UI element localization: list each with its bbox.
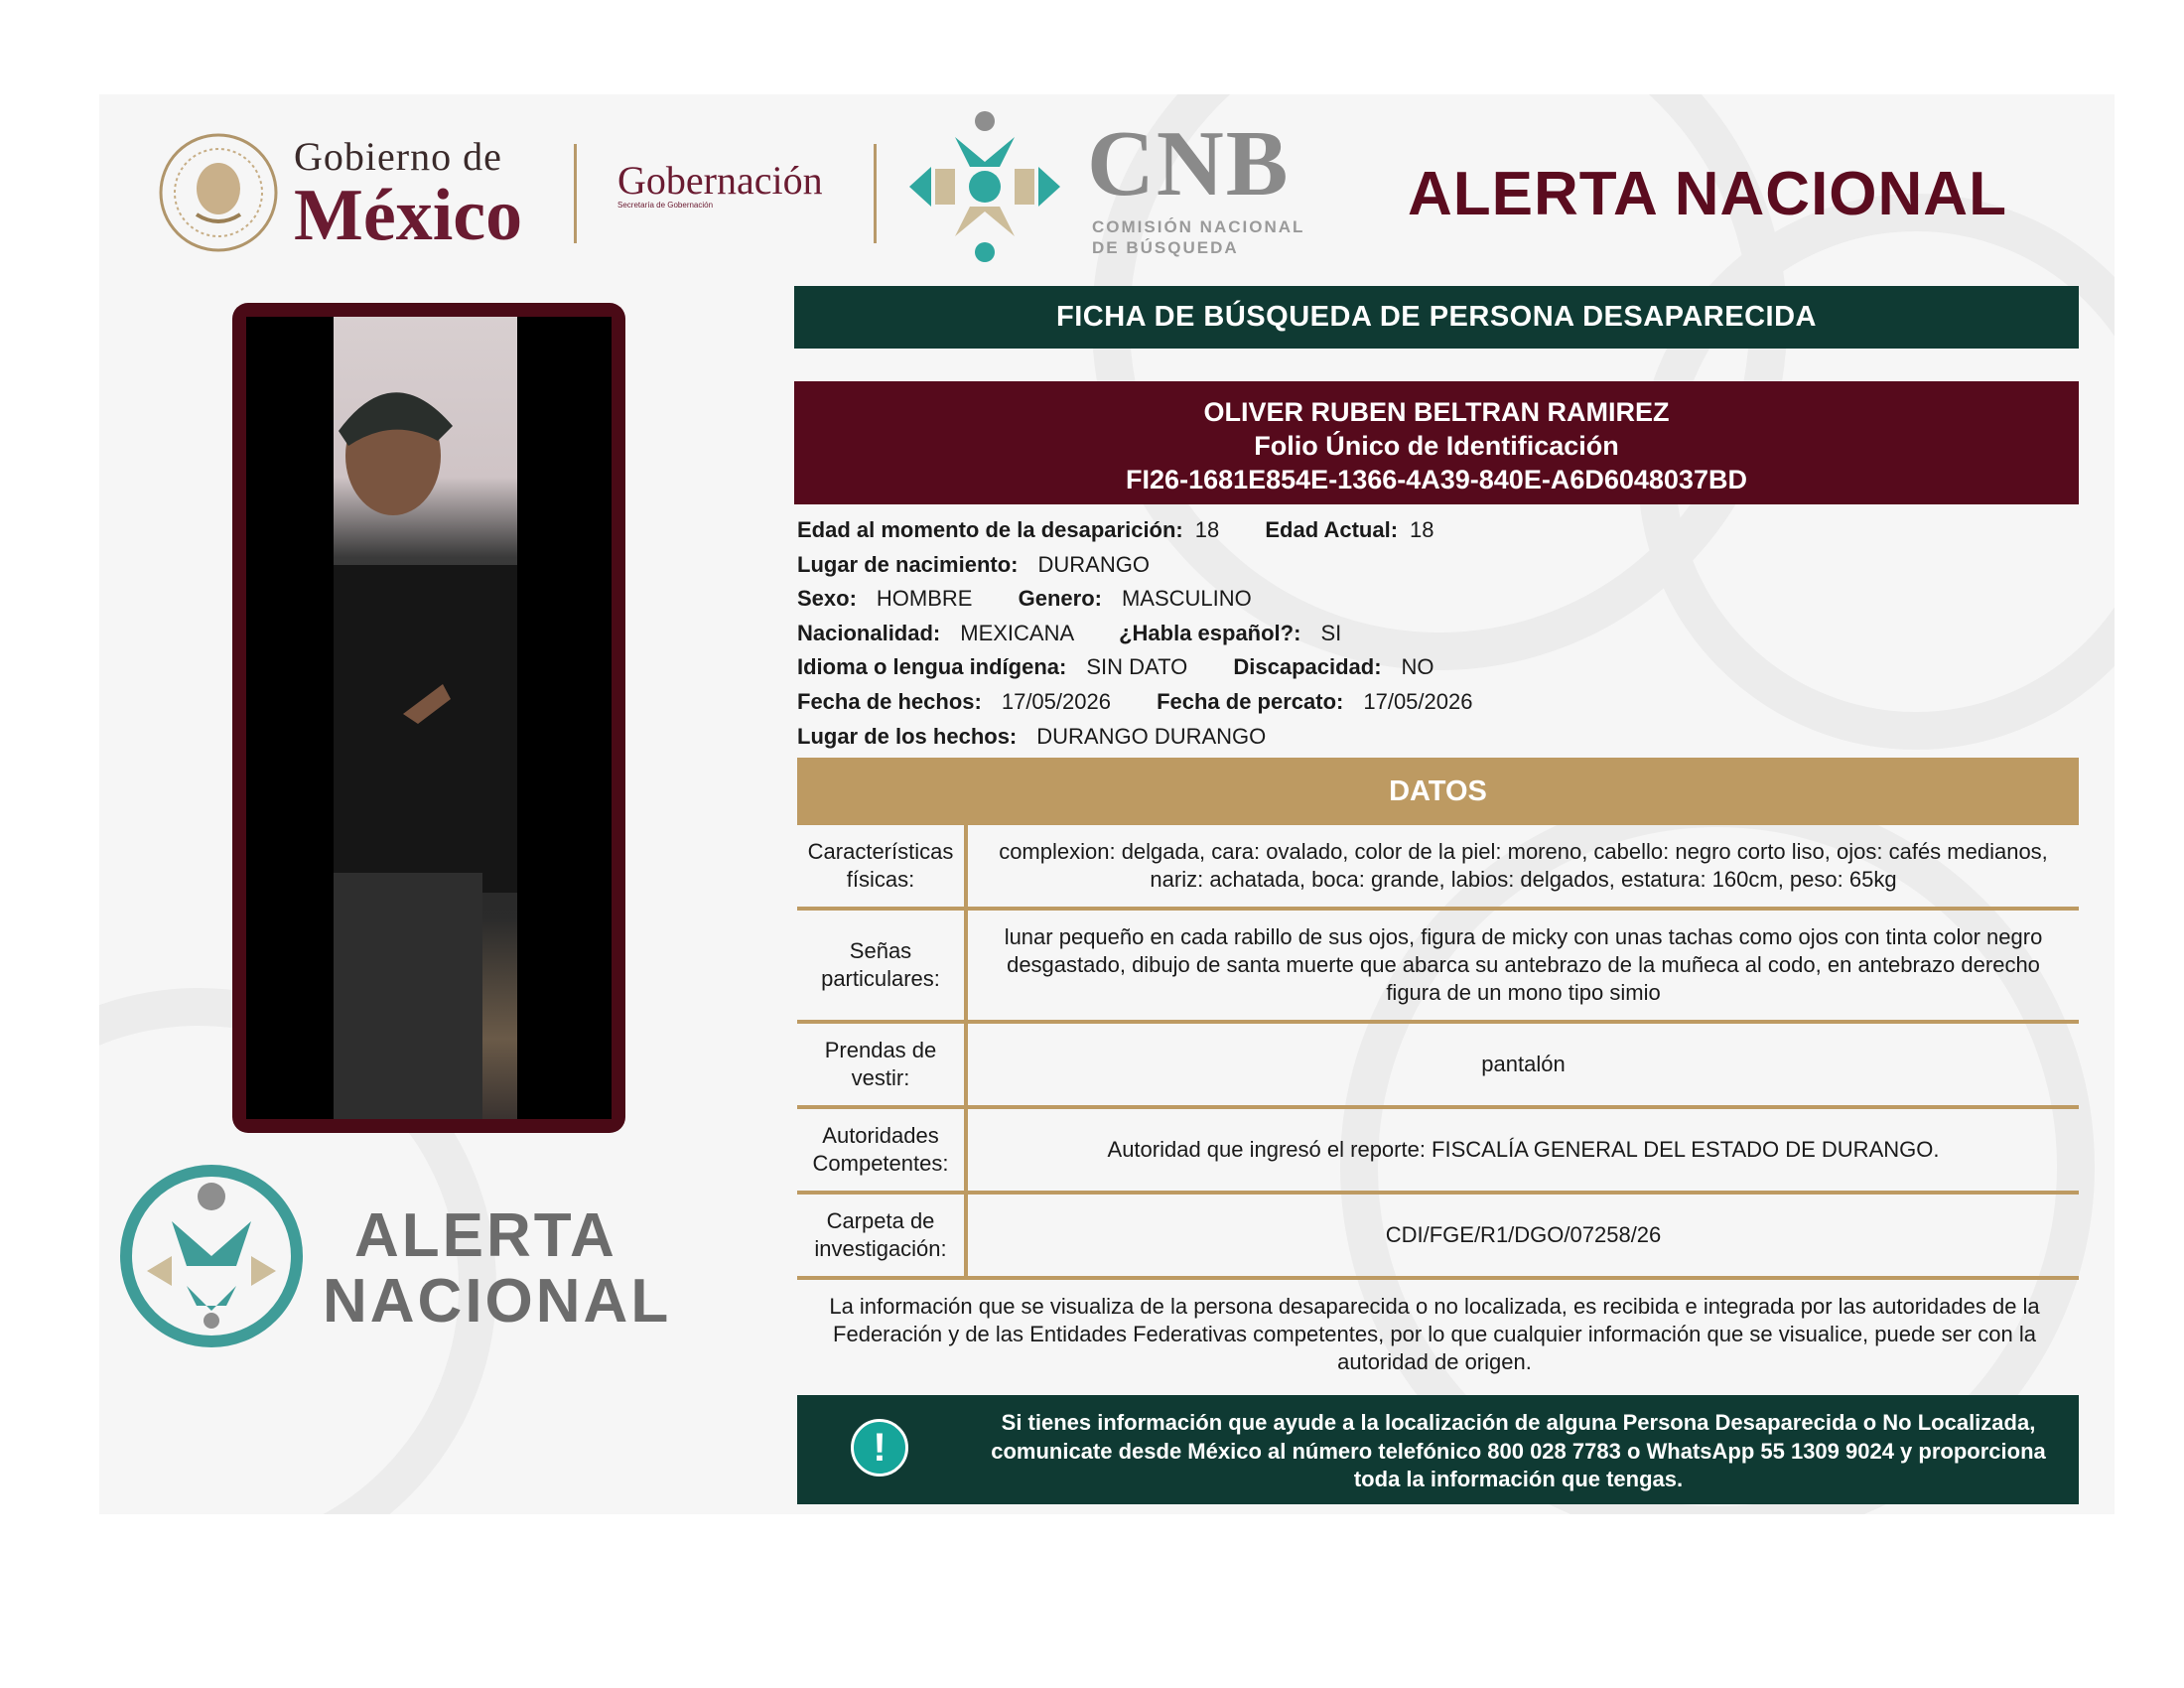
carpeta-value: CDI/FGE/R1/DGO/07258/26	[1385, 1222, 1662, 1247]
nacionalidad-value: MEXICANA	[960, 620, 1073, 645]
photo-background	[246, 317, 612, 1119]
ficha-title: FICHA DE BÚSQUEDA DE PERSONA DESAPARECIDA	[794, 286, 2079, 349]
lugar-nacimiento-value: DURANGO	[1037, 551, 1150, 577]
edad-actual-value: 18	[1410, 517, 1434, 542]
info-row	[797, 720, 1472, 755]
prendas-value: pantalón	[1481, 1052, 1566, 1076]
prendas-label: Prendas de vestir:	[797, 1024, 968, 1105]
info-row	[797, 513, 1472, 548]
alert-title: ALERTA NACIONAL	[1408, 160, 2007, 228]
idioma-value: SIN DATO	[1086, 654, 1188, 680]
gobernacion-logo: Gobernación	[617, 158, 823, 203]
missing-person-photo	[334, 317, 517, 1119]
genero-value: MASCULINO	[1121, 586, 1252, 612]
edad-actual-label: Edad Actual:	[1265, 517, 1399, 542]
senas-value: lunar pequeño en cada rabillo de sus ojos, figura de micky con unas tachas como ojos con tinta color negro desgastado, dibujo de santa muerte que abarca su antebrazo de la muñeca al codo, en antebrazo derecho figura de un mono tipo simio	[1004, 924, 2043, 1005]
person-info	[797, 513, 1472, 754]
datos-header: DATOS	[797, 758, 2079, 825]
info-row	[797, 685, 1472, 720]
gobierno-line1: Gobierno de	[294, 134, 502, 179]
info-row	[797, 582, 1472, 617]
table-row	[797, 911, 2079, 1024]
autoridades-label: Autoridades Competentes:	[797, 1109, 968, 1191]
cnb-logo-icon	[905, 107, 1064, 266]
person-name-box	[794, 381, 2079, 504]
gobierno-de-mexico-logo	[294, 134, 523, 256]
cnb-wordmark: CNB	[1087, 112, 1291, 215]
fecha-percato-label: Fecha de percato:	[1157, 688, 1344, 714]
datos-table	[797, 825, 2079, 1280]
fecha-percato-value: 17/05/2026	[1363, 688, 1473, 714]
habla-espanol-label: ¿Habla español?:	[1119, 620, 1301, 645]
senas-label: Señas particulares:	[797, 911, 968, 1020]
habla-espanol-value: SI	[1320, 620, 1342, 645]
edad-desaparicion-label: Edad al momento de la desaparición:	[797, 517, 1183, 542]
sexo-label: Sexo:	[797, 586, 857, 612]
alerta-wordmark-line1: ALERTA	[354, 1201, 617, 1270]
cnb-subtitle	[1092, 216, 1304, 258]
person-name: OLIVER RUBEN BELTRAN RAMIREZ	[1203, 397, 1670, 427]
caracteristicas-label: Características físicas:	[797, 825, 968, 907]
exclamation-icon: !	[851, 1419, 908, 1477]
folio-number: FI26-1681E854E-1366-4A39-840E-A6D6048037BD	[1126, 465, 1747, 494]
table-row	[797, 825, 2079, 911]
disclaimer-text: La información que se visualiza de la persona desaparecida o no localizada, es recibida e integrada por las autoridades de la Federación y de las Entidades Federativas competentes, por lo que cualquier información que se visualice, puede ser con la autoridad de origen.	[829, 1294, 2040, 1374]
sexo-value: HOMBRE	[876, 586, 973, 612]
table-row	[797, 1195, 2079, 1280]
lugar-nacimiento-label: Lugar de nacimiento:	[797, 551, 1019, 577]
alerta-nacional-wordmark	[323, 1203, 671, 1335]
divider	[874, 144, 877, 243]
mexico-coat-of-arms-icon	[157, 131, 280, 254]
carpeta-label: Carpeta de investigación:	[797, 1195, 968, 1276]
folio-label: Folio Único de Identificación	[1254, 431, 1619, 461]
table-row	[797, 1109, 2079, 1195]
autoridades-value: Autoridad que ingresó el reporte: FISCALÍA GENERAL DEL ESTADO DE DURANGO.	[1107, 1137, 1940, 1162]
alerta-nacional-logo-icon	[117, 1162, 306, 1350]
gobernacion-subtitle: Secretaría de Gobernación	[617, 201, 714, 210]
nacionalidad-label: Nacionalidad:	[797, 620, 941, 645]
info-row	[797, 617, 1472, 651]
discapacidad-value: NO	[1401, 654, 1434, 680]
gobierno-line2: México	[294, 175, 523, 256]
fecha-hechos-label: Fecha de hechos:	[797, 688, 982, 714]
cnb-subtitle-line1: COMISIÓN NACIONAL	[1092, 217, 1305, 236]
lugar-hechos-value: DURANGO DURANGO	[1036, 723, 1267, 749]
contact-footer	[797, 1395, 2079, 1504]
contact-text: Si tienes información que ayude a la localización de alguna Persona Desaparecida o No Localizada, comunicate desde México al número telefónico 800 028 7783 o WhatsApp 55 1309 9024 y proporciona toda la información que tengas.	[991, 1410, 2046, 1491]
missing-person-photo-frame	[232, 303, 625, 1133]
fecha-hechos-value: 17/05/2026	[1001, 688, 1111, 714]
discapacidad-label: Discapacidad:	[1233, 654, 1382, 680]
idioma-label: Idioma o lengua indígena:	[797, 654, 1067, 680]
info-row	[797, 650, 1472, 685]
divider	[574, 144, 577, 243]
lugar-hechos-label: Lugar de los hechos:	[797, 723, 1018, 749]
edad-desaparicion-value: 18	[1194, 517, 1220, 542]
caracteristicas-value: complexion: delgada, cara: ovalado, color de la piel: moreno, cabello: negro corto liso, ojos: cafés medianos, nariz: achatada, boca: grande, labios: delgados, estatura: 160cm, peso: 65kg	[999, 839, 2048, 892]
genero-label: Genero:	[1018, 586, 1102, 612]
alerta-wordmark-line2: NACIONAL	[323, 1267, 672, 1336]
info-row	[797, 548, 1472, 583]
table-row	[797, 1024, 2079, 1109]
cnb-subtitle-line2: DE BÚSQUEDA	[1092, 238, 1239, 257]
